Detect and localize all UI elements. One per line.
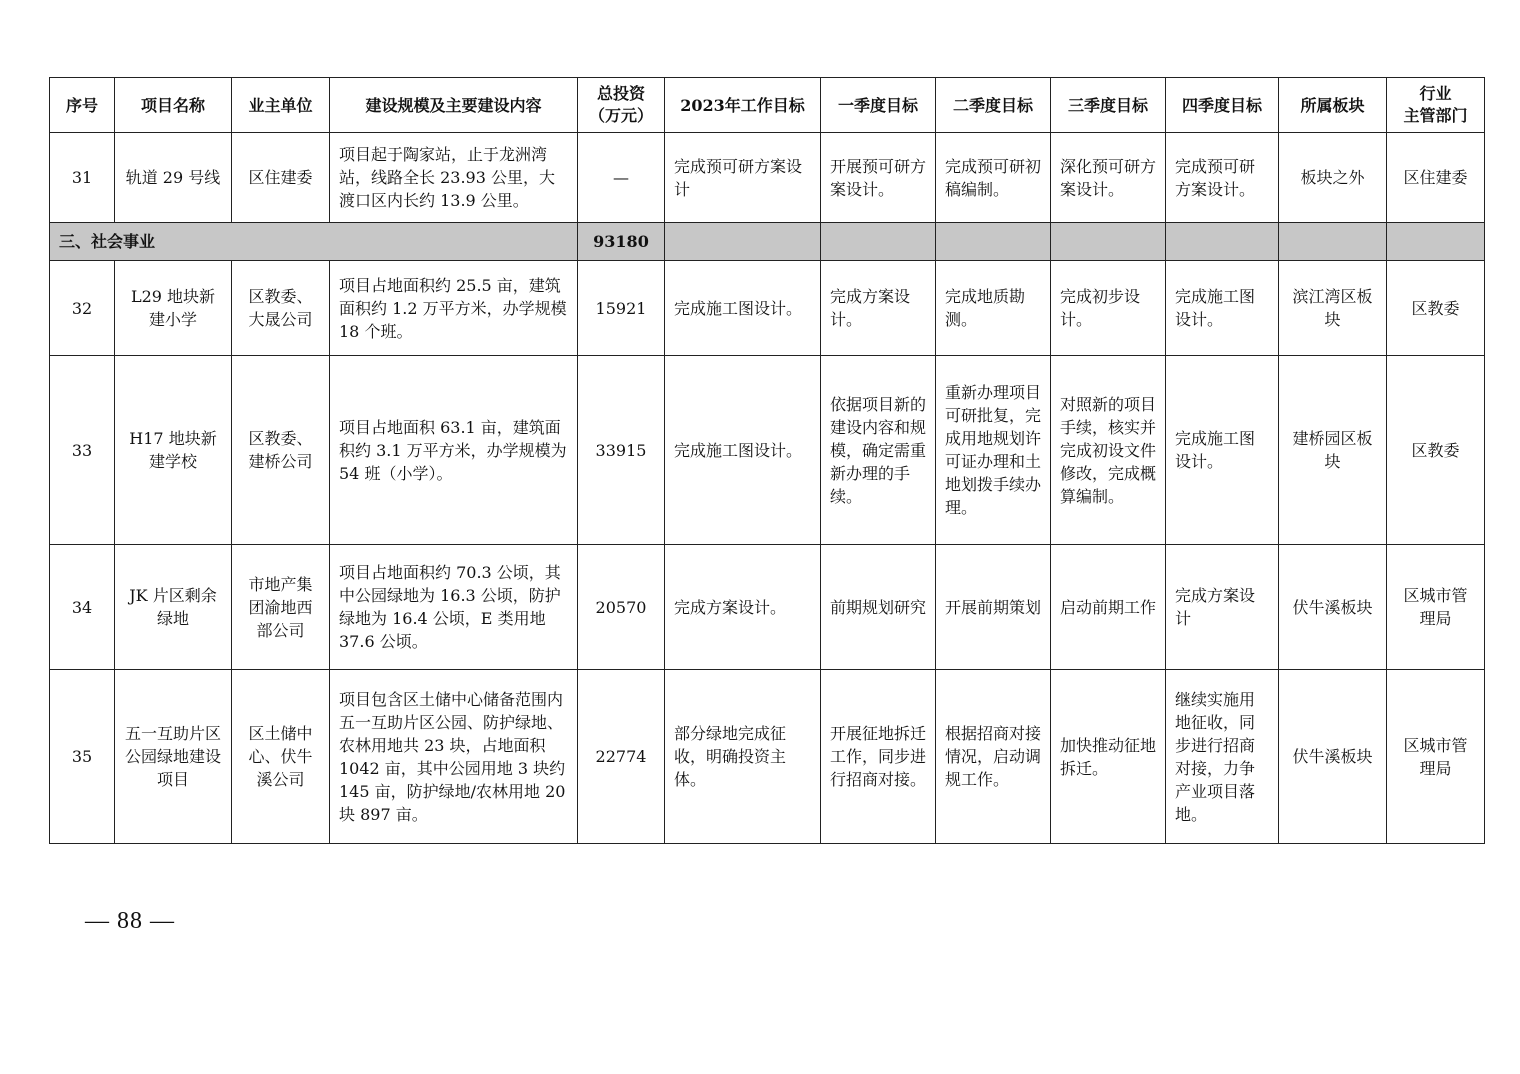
- table-row: [50, 356, 1485, 545]
- header-q4: 四季度目标: [1166, 78, 1279, 133]
- cell-q4: 继续实施用地征收，同步进行招商对接，力争产业项目落地。: [1166, 670, 1279, 844]
- table-row: [50, 261, 1485, 356]
- cell-q1: 开展征地拆迁工作，同步进行招商对接。: [821, 670, 936, 844]
- header-no: 序号: [50, 78, 115, 133]
- table-row: [50, 545, 1485, 670]
- cell-q3: 启动前期工作: [1051, 545, 1166, 670]
- cell-q1: 依据项目新的建设内容和规模，确定需重新办理的手续。: [821, 356, 936, 545]
- cell-goal: 完成施工图设计。: [665, 356, 821, 545]
- cell-sector: 板块之外: [1279, 133, 1387, 223]
- cell-q2: 完成地质勘测。: [936, 261, 1051, 356]
- cell-q2: 完成预可研初稿编制。: [936, 133, 1051, 223]
- header-owner: 业主单位: [232, 78, 330, 133]
- cell-q4: 完成施工图设计。: [1166, 356, 1279, 545]
- header-q1: 一季度目标: [821, 78, 936, 133]
- header-row: [50, 78, 1485, 133]
- cell-no: 35: [50, 670, 115, 844]
- cell-owner: 区教委、大晟公司: [232, 261, 330, 356]
- header-goal: 2023年工作目标: [665, 78, 821, 133]
- cell-invest: —: [578, 133, 665, 223]
- header-dept: 行业 主管部门: [1387, 78, 1485, 133]
- page-number: — 88 —: [85, 908, 175, 934]
- cell-dept: 区住建委: [1387, 133, 1485, 223]
- cell-owner: 区住建委: [232, 133, 330, 223]
- cell-invest: 33915: [578, 356, 665, 545]
- cell-goal: 完成预可研方案设计: [665, 133, 821, 223]
- section-label: 三、社会事业: [50, 223, 578, 261]
- cell-q1: 开展预可研方案设计。: [821, 133, 936, 223]
- cell-q2: 重新办理项目可研批复，完成用地规划许可证办理和土地划拨手续办理。: [936, 356, 1051, 545]
- cell-q2: 开展前期策划: [936, 545, 1051, 670]
- cell-scope: 项目占地面积 63.1 亩，建筑面积约 3.1 万平方米，办学规模为 54 班（小学）。: [330, 356, 578, 545]
- header-q2: 二季度目标: [936, 78, 1051, 133]
- cell-goal: 完成方案设计。: [665, 545, 821, 670]
- cell-scope: 项目占地面积约 70.3 公顷，其中公园绿地为 16.3 公顷，防护绿地为 16.4 公顷，E 类用地 37.6 公顷。: [330, 545, 578, 670]
- cell-name: 五一互助片区公园绿地建设项目: [115, 670, 232, 844]
- cell-invest: 20570: [578, 545, 665, 670]
- header-q3: 三季度目标: [1051, 78, 1166, 133]
- cell-scope: 项目包含区土储中心储备范围内五一互助片区公园、防护绿地、农林用地共 23 块，占地面积 1042 亩，其中公园用地 3 块约 145 亩，防护绿地/农林用地 20 块 897 亩。: [330, 670, 578, 844]
- header-name: 项目名称: [115, 78, 232, 133]
- header-scope: 建设规模及主要建设内容: [330, 78, 578, 133]
- cell-dept: 区教委: [1387, 261, 1485, 356]
- cell-q4: 完成预可研方案设计。: [1166, 133, 1279, 223]
- cell-no: 32: [50, 261, 115, 356]
- cell-sector: 建桥园区板块: [1279, 356, 1387, 545]
- cell-name: 轨道 29 号线: [115, 133, 232, 223]
- cell-q3: 对照新的项目手续，核实并完成初设文件修改，完成概算编制。: [1051, 356, 1166, 545]
- cell-goal: 部分绿地完成征收，明确投资主体。: [665, 670, 821, 844]
- cell-q2: 根据招商对接情况，启动调规工作。: [936, 670, 1051, 844]
- cell-invest: 15921: [578, 261, 665, 356]
- cell-sector: 滨江湾区板块: [1279, 261, 1387, 356]
- cell-q4: 完成施工图设计。: [1166, 261, 1279, 356]
- cell-scope: 项目起于陶家站，止于龙洲湾站，线路全长 23.93 公里，大渡口区内长约 13.9 公里。: [330, 133, 578, 223]
- cell-scope: 项目占地面积约 25.5 亩，建筑面积约 1.2 万平方米，办学规模 18 个班。: [330, 261, 578, 356]
- cell-q3: 加快推动征地拆迁。: [1051, 670, 1166, 844]
- cell-owner: 区教委、建桥公司: [232, 356, 330, 545]
- cell-name: JK 片区剩余绿地: [115, 545, 232, 670]
- cell-name: L29 地块新建小学: [115, 261, 232, 356]
- cell-owner: 市地产集团渝地西部公司: [232, 545, 330, 670]
- cell-dept: 区城市管理局: [1387, 670, 1485, 844]
- cell-no: 31: [50, 133, 115, 223]
- section-total: 93180: [578, 223, 665, 261]
- cell-q3: 完成初步设计。: [1051, 261, 1166, 356]
- cell-q1: 完成方案设计。: [821, 261, 936, 356]
- cell-invest: 22774: [578, 670, 665, 844]
- cell-name: H17 地块新建学校: [115, 356, 232, 545]
- cell-dept: 区教委: [1387, 356, 1485, 545]
- table-row: [50, 133, 1485, 223]
- cell-q1: 前期规划研究: [821, 545, 936, 670]
- project-table: [49, 77, 1485, 844]
- cell-q4: 完成方案设计: [1166, 545, 1279, 670]
- table-row: [50, 670, 1485, 844]
- cell-dept: 区城市管理局: [1387, 545, 1485, 670]
- cell-q3: 深化预可研方案设计。: [1051, 133, 1166, 223]
- header-sector: 所属板块: [1279, 78, 1387, 133]
- cell-sector: 伏牛溪板块: [1279, 670, 1387, 844]
- header-invest: 总投资 （万元）: [578, 78, 665, 133]
- section-row: [50, 223, 1485, 261]
- cell-sector: 伏牛溪板块: [1279, 545, 1387, 670]
- cell-goal: 完成施工图设计。: [665, 261, 821, 356]
- cell-no: 33: [50, 356, 115, 545]
- cell-owner: 区土储中心、伏牛溪公司: [232, 670, 330, 844]
- cell-no: 34: [50, 545, 115, 670]
